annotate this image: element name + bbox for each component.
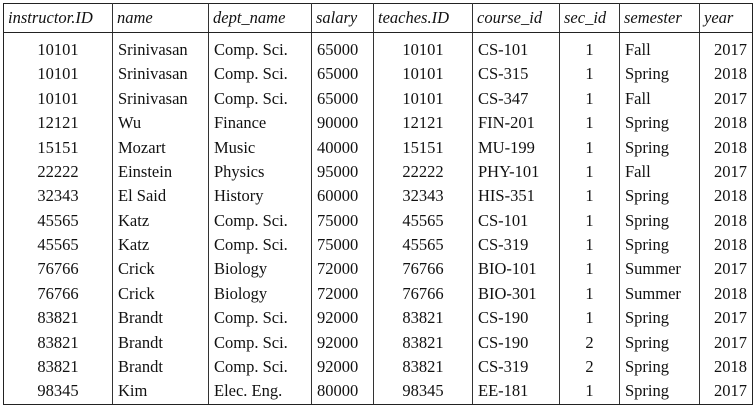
- cell-salary: 60000: [312, 184, 374, 208]
- cell-dept-name: Physics: [209, 160, 312, 184]
- table-row: [4, 306, 753, 330]
- cell-year: 2018: [700, 282, 753, 306]
- table-row: [4, 160, 753, 184]
- cell-salary: 72000: [312, 258, 374, 282]
- cell-dept-name: History: [209, 184, 312, 208]
- cell-sec-id: 1: [560, 233, 620, 257]
- cell-salary: 65000: [312, 38, 374, 62]
- cell-teaches-id: 83821: [374, 306, 473, 330]
- cell-sec-id: 1: [560, 87, 620, 111]
- cell-instructor-id: 45565: [4, 233, 113, 257]
- cell-year: 2018: [700, 136, 753, 160]
- cell-teaches-id: 10101: [374, 87, 473, 111]
- cell-name: Brandt: [113, 355, 209, 379]
- cell-instructor-id: 10101: [4, 87, 113, 111]
- cell-instructor-id: 76766: [4, 258, 113, 282]
- cell-teaches-id: 32343: [374, 184, 473, 208]
- table-row: [4, 38, 753, 62]
- header-name: name: [113, 4, 209, 33]
- cell-course-id: CS-190: [473, 306, 560, 330]
- cell-teaches-id: 83821: [374, 331, 473, 355]
- cell-dept-name: Comp. Sci.: [209, 331, 312, 355]
- cell-name: Einstein: [113, 160, 209, 184]
- table-row: [4, 136, 753, 160]
- cell-course-id: CS-101: [473, 38, 560, 62]
- cell-semester: Summer: [620, 282, 700, 306]
- cell-dept-name: Comp. Sci.: [209, 62, 312, 86]
- cell-dept-name: Comp. Sci.: [209, 87, 312, 111]
- cell-course-id: CS-190: [473, 331, 560, 355]
- cell-name: El Said: [113, 184, 209, 208]
- cell-semester: Spring: [620, 306, 700, 330]
- cell-teaches-id: 22222: [374, 160, 473, 184]
- cell-year: 2018: [700, 62, 753, 86]
- cell-year: 2017: [700, 258, 753, 282]
- cell-year: 2017: [700, 38, 753, 62]
- cell-year: 2018: [700, 209, 753, 233]
- cell-name: Kim: [113, 379, 209, 404]
- cell-course-id: BIO-101: [473, 258, 560, 282]
- cell-semester: Spring: [620, 136, 700, 160]
- cell-dept-name: Music: [209, 136, 312, 160]
- cell-salary: 75000: [312, 209, 374, 233]
- table-row: [4, 258, 753, 282]
- cell-course-id: CS-315: [473, 62, 560, 86]
- cell-sec-id: 1: [560, 136, 620, 160]
- cell-year: 2018: [700, 355, 753, 379]
- cell-dept-name: Comp. Sci.: [209, 355, 312, 379]
- header-semester: semester: [620, 4, 700, 33]
- cell-year: 2017: [700, 331, 753, 355]
- cell-course-id: HIS-351: [473, 184, 560, 208]
- cell-dept-name: Biology: [209, 258, 312, 282]
- table-header: [4, 4, 753, 33]
- cell-name: Katz: [113, 209, 209, 233]
- cell-semester: Spring: [620, 233, 700, 257]
- cell-teaches-id: 98345: [374, 379, 473, 404]
- cell-dept-name: Comp. Sci.: [209, 306, 312, 330]
- cell-year: 2017: [700, 87, 753, 111]
- header-salary: salary: [312, 4, 374, 33]
- cell-instructor-id: 10101: [4, 38, 113, 62]
- cell-semester: Spring: [620, 331, 700, 355]
- table-row: [4, 282, 753, 306]
- cell-year: 2018: [700, 233, 753, 257]
- cell-sec-id: 1: [560, 282, 620, 306]
- cell-semester: Spring: [620, 184, 700, 208]
- cell-teaches-id: 10101: [374, 62, 473, 86]
- cell-instructor-id: 83821: [4, 355, 113, 379]
- cell-instructor-id: 15151: [4, 136, 113, 160]
- cell-course-id: BIO-301: [473, 282, 560, 306]
- cell-instructor-id: 83821: [4, 306, 113, 330]
- table-row: [4, 379, 753, 404]
- cell-teaches-id: 12121: [374, 111, 473, 135]
- cell-year: 2018: [700, 111, 753, 135]
- cell-sec-id: 1: [560, 258, 620, 282]
- cell-name: Brandt: [113, 306, 209, 330]
- cell-name: Srinivasan: [113, 62, 209, 86]
- header-course-id: course_id: [473, 4, 560, 33]
- cell-salary: 80000: [312, 379, 374, 404]
- cell-teaches-id: 10101: [374, 38, 473, 62]
- cell-instructor-id: 32343: [4, 184, 113, 208]
- cell-year: 2017: [700, 379, 753, 404]
- cell-salary: 75000: [312, 233, 374, 257]
- cell-instructor-id: 76766: [4, 282, 113, 306]
- cell-year: 2017: [700, 306, 753, 330]
- cell-sec-id: 1: [560, 160, 620, 184]
- table-row: [4, 233, 753, 257]
- cell-sec-id: 1: [560, 111, 620, 135]
- cell-name: Crick: [113, 282, 209, 306]
- cell-name: Brandt: [113, 331, 209, 355]
- cell-year: 2017: [700, 160, 753, 184]
- cell-teaches-id: 76766: [374, 258, 473, 282]
- cell-semester: Summer: [620, 258, 700, 282]
- cell-salary: 40000: [312, 136, 374, 160]
- cell-course-id: EE-181: [473, 379, 560, 404]
- cell-sec-id: 1: [560, 38, 620, 62]
- cell-semester: Fall: [620, 87, 700, 111]
- cell-instructor-id: 22222: [4, 160, 113, 184]
- cell-name: Wu: [113, 111, 209, 135]
- table-row: [4, 184, 753, 208]
- cell-dept-name: Elec. Eng.: [209, 379, 312, 404]
- table-row: [4, 87, 753, 111]
- cell-course-id: CS-319: [473, 355, 560, 379]
- cell-teaches-id: 45565: [374, 233, 473, 257]
- cell-instructor-id: 12121: [4, 111, 113, 135]
- cell-course-id: CS-319: [473, 233, 560, 257]
- cell-instructor-id: 98345: [4, 379, 113, 404]
- cell-salary: 65000: [312, 87, 374, 111]
- cell-instructor-id: 10101: [4, 62, 113, 86]
- cell-instructor-id: 83821: [4, 331, 113, 355]
- header-instructor-id: instructor.ID: [4, 4, 113, 33]
- cell-sec-id: 1: [560, 306, 620, 330]
- cell-semester: Spring: [620, 209, 700, 233]
- cell-semester: Spring: [620, 355, 700, 379]
- cell-salary: 65000: [312, 62, 374, 86]
- cell-teaches-id: 45565: [374, 209, 473, 233]
- cell-name: Crick: [113, 258, 209, 282]
- cell-course-id: FIN-201: [473, 111, 560, 135]
- cell-sec-id: 2: [560, 331, 620, 355]
- table-row: [4, 209, 753, 233]
- cell-semester: Spring: [620, 111, 700, 135]
- cell-name: Srinivasan: [113, 38, 209, 62]
- cell-semester: Spring: [620, 379, 700, 404]
- cell-salary: 95000: [312, 160, 374, 184]
- cell-semester: Fall: [620, 38, 700, 62]
- cell-sec-id: 1: [560, 209, 620, 233]
- header-dept-name: dept_name: [209, 4, 312, 33]
- cell-sec-id: 1: [560, 379, 620, 404]
- cell-name: Srinivasan: [113, 87, 209, 111]
- cell-sec-id: 2: [560, 355, 620, 379]
- cell-salary: 92000: [312, 355, 374, 379]
- table-row: [4, 62, 753, 86]
- cell-course-id: CS-101: [473, 209, 560, 233]
- table-row: [4, 355, 753, 379]
- cell-salary: 92000: [312, 331, 374, 355]
- cell-salary: 92000: [312, 306, 374, 330]
- cell-year: 2018: [700, 184, 753, 208]
- relation-table: [3, 3, 753, 405]
- cell-teaches-id: 15151: [374, 136, 473, 160]
- cell-course-id: CS-347: [473, 87, 560, 111]
- cell-semester: Spring: [620, 62, 700, 86]
- cell-dept-name: Finance: [209, 111, 312, 135]
- cell-course-id: MU-199: [473, 136, 560, 160]
- cell-dept-name: Comp. Sci.: [209, 209, 312, 233]
- cell-teaches-id: 76766: [374, 282, 473, 306]
- cell-dept-name: Biology: [209, 282, 312, 306]
- cell-salary: 90000: [312, 111, 374, 135]
- cell-sec-id: 1: [560, 62, 620, 86]
- cell-salary: 72000: [312, 282, 374, 306]
- cell-course-id: PHY-101: [473, 160, 560, 184]
- table-body: [4, 33, 753, 405]
- header-sec-id: sec_id: [560, 4, 620, 33]
- cell-teaches-id: 83821: [374, 355, 473, 379]
- cell-dept-name: Comp. Sci.: [209, 38, 312, 62]
- cell-name: Katz: [113, 233, 209, 257]
- table-row: [4, 331, 753, 355]
- table-row: [4, 111, 753, 135]
- cell-instructor-id: 45565: [4, 209, 113, 233]
- header-teaches-id: teaches.ID: [374, 4, 473, 33]
- cell-sec-id: 1: [560, 184, 620, 208]
- header-row: [4, 4, 753, 33]
- header-year: year: [700, 4, 753, 33]
- cell-dept-name: Comp. Sci.: [209, 233, 312, 257]
- cell-semester: Fall: [620, 160, 700, 184]
- cell-name: Mozart: [113, 136, 209, 160]
